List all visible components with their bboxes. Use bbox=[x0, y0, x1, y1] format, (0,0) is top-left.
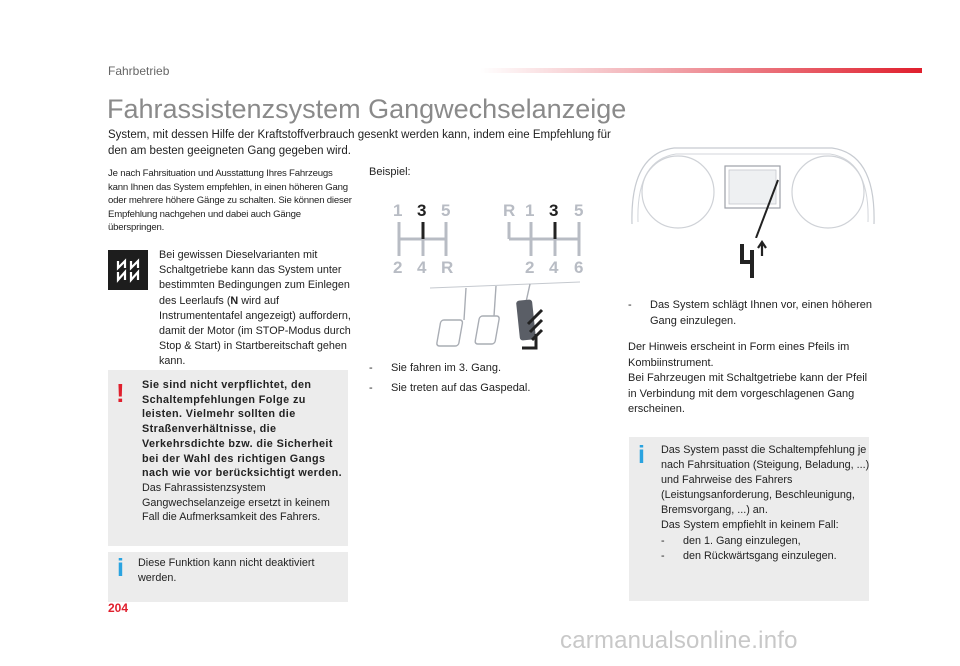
gear-label: 2 bbox=[393, 258, 403, 277]
hint-text: Der Hinweis erscheint in Form eines Pfeils im Kombiinstrument. Bei Fahrzeugen mit Schaltgetriebe kann der Pfeil in Verbindung mit dem vorgeschlagenen Gang erscheinen. bbox=[628, 341, 868, 415]
suggestion-item: - Das System schlägt Ihnen vor, einen höheren Gang einzulegen. bbox=[628, 299, 872, 327]
pedals-illustration bbox=[430, 280, 580, 352]
list-item: - den Rückwärtsgang einzulegen. bbox=[661, 549, 837, 562]
page-title: Fahrassistenzsystem Gangwechselanzeige bbox=[107, 94, 627, 124]
info-text-deactivation: Diese Funktion kann nicht deaktiviert werden. bbox=[138, 557, 315, 584]
section-label: Fahrbetrieb bbox=[108, 64, 170, 78]
gear-label: 1 bbox=[393, 201, 403, 220]
info-icon: i bbox=[638, 441, 645, 469]
instrument-cluster-illustration bbox=[628, 142, 878, 292]
warning-icon: ! bbox=[116, 378, 125, 408]
info-icon: i bbox=[117, 554, 124, 582]
gear-label: 1 bbox=[525, 201, 535, 220]
recommendation-note: Je nach Fahrsituation und Ausstattung Ihres Fahrzeugs kann Ihnen das System empfehlen, in einen höheren Gang oder mehrere höhere Gänge zu schalten. Sie können dieser Empfehlung nachgehen und dabei auch Gänge überspringen. bbox=[108, 168, 352, 233]
example-label: Beispiel: bbox=[369, 166, 411, 178]
watermark: carmanualsonline.info bbox=[560, 627, 798, 654]
step-item: - Sie treten auf das Gaspedal. bbox=[369, 382, 531, 394]
gear-label: 3 bbox=[417, 201, 427, 220]
gear-label: R bbox=[441, 258, 454, 277]
gear-label: 2 bbox=[525, 258, 535, 277]
gear-label: R bbox=[503, 201, 516, 220]
gearshift-diagram bbox=[388, 196, 598, 278]
gear-label: 5 bbox=[441, 201, 451, 220]
list-item: - den 1. Gang einzulegen, bbox=[661, 534, 801, 547]
intro-text: System, mit dessen Hilfe der Kraftstoffverbrauch gesenkt werden kann, indem eine Empfehlung für den am besten geeigneten Gang gegeben wird. bbox=[108, 129, 611, 157]
step-item: - Sie fahren im 3. Gang. bbox=[369, 362, 502, 374]
gear-label: 4 bbox=[417, 258, 427, 277]
gear-label: 3 bbox=[549, 201, 559, 220]
info-text-adaptation: Das System passt die Schaltempfehlung je nach Fahrsituation (Steigung, Beladung, ...) und Fahrweise des Fahrers (Leistungsanforderung, Beschleunigung, Bremsvorgang, ...) an. Das System empfiehlt in keinem Fall: - den 1. Gang einzulegen, - den Rückwärtsgang einzulegen. bbox=[661, 443, 871, 564]
gear-label: 5 bbox=[574, 201, 584, 220]
gear-label: 6 bbox=[574, 258, 584, 277]
gear-label: 4 bbox=[549, 258, 559, 277]
neutral-description: Bei gewissen Dieselvarianten mit Schaltgetriebe kann das System unter bestimmten Bedingungen zum Einlegen des Leerlaufs (N wird auf Instrumententafel angezeigt) auffordern, damit der Motor (im STOP-Modus durch Stop & Start) in Startbereitschaft gehen kann. bbox=[159, 249, 351, 368]
header-accent-bar bbox=[480, 68, 922, 73]
page-number: 204 bbox=[108, 601, 129, 615]
warning-text: Sie sind nicht verpflichtet, den Schaltempfehlungen Folge zu leisten. Vielmehr sollten die Straßenverhältnisse, die Verkehrsdichte bzw. die Sicherheit bei der Wahl des richtigen Gangs nach wie vor berücksichtigt werden. Das Fahrassistenzsystem Gangwechselanzeige ersetzt in keinem Fall die Aufmerksamkeit des Fahrers. bbox=[142, 379, 342, 524]
neutral-gear-icon bbox=[108, 250, 148, 290]
